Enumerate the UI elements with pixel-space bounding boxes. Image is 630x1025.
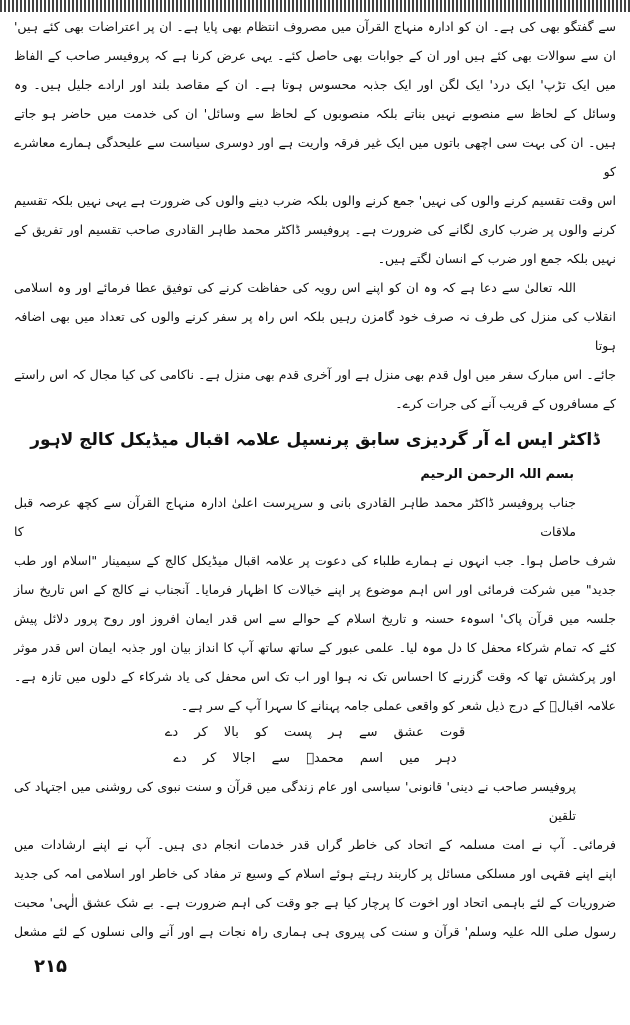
text-line: فرمائی۔ آپ نے امت مسلمہ کے اتحاد کی خاطر گراں قدر خدمات انجام دی ہیں۔ آپ نے اپنے ارشادات میں: [14, 837, 616, 852]
text-line: نہیں بلکہ جمع اور ضرب کے انسان لگتے ہیں۔: [377, 251, 616, 266]
text-line: انقلاب کی منزل کی طرف نہ صرف خود گامزن رہیں بلکہ اس راہ پر سفر کرنے والوں کی تعداد میں بھی اضافہ ہوتا: [14, 309, 616, 353]
paragraph-3: [14, 488, 616, 720]
text-line: جناب پروفیسر ڈاکٹر محمد طاہر القادری بانی و سرپرست اعلیٰ ادارہ منہاج القرآن سے کچھ عرصہ قبل ملاقات کا: [14, 495, 576, 539]
text-line: اس وقت تقسیم کرنے والوں کی نہیں' جمع کرنے والوں بلکہ ضرب دینے والوں کی ضرورت ہے یہی نہیں بلکہ تقسیم: [14, 193, 616, 208]
page-number: ۲۱۵: [34, 956, 67, 977]
verse-line: قوت عشق سے ہر پست کو بالا کر دے: [164, 725, 466, 740]
text-line: رسول صلی اللہ علیہ وسلم' قرآن و سنت کی پیروی ہی ہماری راہ نجات ہے اور آنے والی نسلوں کے لئے مشعل: [14, 924, 616, 939]
text-line: سے گفتگو بھی کی ہے۔ ان کو ادارہ منہاج القرآن میں مصروف انتظام بھی پایا ہے۔ ان پر اعتراضات بھی کئے ہیں': [14, 19, 616, 34]
paragraph-4: [14, 772, 616, 946]
text-line: پروفیسر صاحب نے دینی' قانونی' سیاسی اور عام زندگی میں قرآن و سنت نبوی کی روشنی میں اجتہاد کی تلقین: [14, 779, 576, 823]
text-line: اللہ تعالیٰ سے دعا ہے کہ وہ ان کو اپنے اس رویہ کی حفاظت کرنے کی توفیق عطا فرمائے اور وہ اسلامی: [14, 280, 576, 295]
book-page: [0, 12, 630, 946]
section-heading: ڈاکٹر ایس اے آر گردیزی سابق پرنسپل علامہ اقبال میڈیکل کالج لاہور: [30, 430, 600, 450]
text-line: جدید" میں شرکت فرمائی اور اس اہم موضوع پر اپنے خیالات کا اظہار فرمایا۔ آنجناب نے کالج کے اس تاریخ ساز: [14, 582, 616, 597]
text-line: اور پرکشش تھا کہ وقت گزرنے کا احساس تک نہ ہوا اور اب تک اس محفل کی یاد شرکاء کے دلوں میں تازہ ہے۔: [14, 669, 616, 684]
text-line: وسائل کے لحاظ سے منصوبے نہیں بناتے بلکہ منصوبوں کے لحاظ سے وسائل' ان کی خدمت میں حاضر ہو جاتے: [14, 106, 616, 121]
basmala: بسم اللہ الرحمن الرحیم: [420, 467, 574, 482]
text-line: میں ایک تڑپ' ایک درد' ایک لگن اور ایک جذبہ محسوس ہوتا ہے۔ ان کے مقاصد بلند اور ارادے جلیل ہیں۔ وہ: [14, 77, 616, 92]
text-line: جلسہ میں قرآن پاک' اسوہء حسنہ و تاریخ اسلام کے حوالے سے اس قدر ایمان افروز اور روح پرور دلائل پیش: [14, 611, 616, 626]
top-scan-border: [0, 0, 630, 12]
text-line: ان سے سوالات بھی کئے ہیں اور ان کے جوابات بھی حاصل کئے۔ یہی عرض کرنا ہے کہ پروفیسر صاحب کے الفاظ: [14, 48, 616, 63]
text-line: ضروریات کے لئے باہمی اتحاد اور اخوت کا پرچار کیا ہے جو وقت کی اہم ضرورت ہے۔ بے شک عشق الٰہی' محبت: [14, 895, 616, 910]
text-line: علامہ اقبالؒ کے درج ذیل شعر کو واقعی عملی جامہ پہنانے کا سہرا آپ کے سر ہے۔: [180, 698, 616, 713]
verse-couplet: [14, 720, 616, 772]
text-line: کئے کہ تمام شرکاء محفل کا دل موہ لیا۔ علمی عبور کے ساتھ ساتھ آپ کا انداز بیان اور جذبہ ایمان اس قدر موثر: [14, 640, 616, 655]
text-line: اپنے اپنے فقہی اور مسلکی مسائل پر کاربند رہتے ہوئے اسلام کے وسیع تر مفاد کی خاطر اور اسلامی امہ کی جدید: [14, 866, 616, 881]
verse-line: دہر میں اسم محمدؐ سے اجالا کر دے: [173, 751, 457, 766]
text-line: جائے۔ اس مبارک سفر میں اول قدم بھی منزل ہے اور آخری قدم بھی منزل ہے۔ ناکامی کی کیا مجال کہ اس راستے: [14, 367, 616, 382]
text-line: ہیں۔ ان کی بہت سی اچھی باتوں میں ایک غیر فرقہ واریت ہے اور دوسری سیاست سے علیحدگی ہمارے معاشرے کو: [14, 135, 616, 179]
paragraph-1: [14, 12, 616, 273]
paragraph-2: [14, 273, 616, 418]
text-line: شرف حاصل ہوا۔ جب انہوں نے ہمارے طلباء کی دعوت پر علامہ اقبال میڈیکل کالج کے سیمینار "اسلام اور طب: [14, 553, 616, 568]
text-line: کے مسافروں کے قریب آنے کی جرات کرے۔: [395, 396, 616, 411]
text-line: کرنے والوں پر ضرب کاری لگانے کی ضرورت ہے۔ پروفیسر ڈاکٹر محمد طاہر القادری صاحب تقسیم اور تفریق کے: [14, 222, 616, 237]
